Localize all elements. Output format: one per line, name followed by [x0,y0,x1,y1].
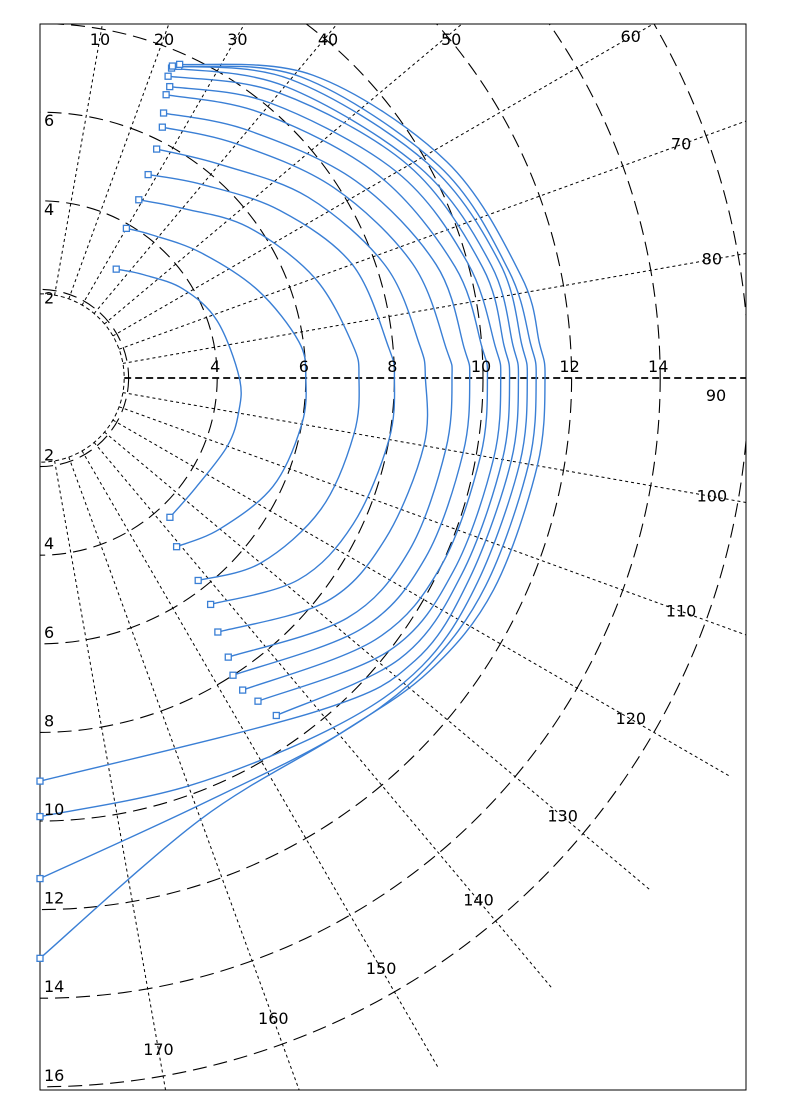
curve-4 [148,175,394,605]
radial-label-bottom-2: 2 [44,445,55,465]
curve-5-start-marker [154,146,160,152]
curve-1 [116,269,241,517]
angle-label-60: 60 [620,27,641,46]
curve-6 [162,127,452,657]
radial-label-bottom-12: 12 [44,888,65,908]
curve-6-end-marker [225,654,231,660]
radial-label-right-6: 6 [298,357,309,376]
angle-label-130: 130 [547,806,578,826]
curve-9-start-marker [167,84,173,90]
curve-7-end-marker [230,672,236,678]
curve-5 [157,149,428,632]
angle-label-140: 140 [463,890,494,910]
radial-label-bottom-6: 6 [44,622,55,642]
angle-label-150: 150 [365,958,397,978]
inner-hole [40,294,124,462]
radial-label-bottom-10: 10 [44,800,65,819]
curve-8-start-marker [163,92,169,98]
curve-3-start-marker [136,197,142,203]
radial-label-right-8: 8 [387,357,398,376]
angle-label-80: 80 [701,249,723,269]
curve-12-end-marker [37,814,43,820]
angle-spoke-80 [123,240,800,364]
radial-label-bottom-4: 4 [44,534,55,554]
curve-14-start-marker [177,61,183,67]
curve-9-end-marker [255,698,261,704]
curve-4-start-marker [145,172,151,178]
curve-4-end-marker [208,601,214,607]
curve-1-start-marker [113,266,119,272]
angle-label-90: 90 [705,386,727,405]
curve-10-end-marker [273,712,279,718]
curve-2-start-marker [123,225,129,231]
curve-5-end-marker [215,629,221,635]
radial-label-right-12: 12 [559,357,580,376]
radial-label-bottom-8: 8 [44,711,55,731]
curve-2-end-marker [174,544,180,550]
curve-7-start-marker [161,110,167,116]
angle-label-110: 110 [665,601,697,621]
curve-12 [40,66,527,817]
curve-2 [126,228,306,546]
radial-label-bottom-14: 14 [44,977,65,997]
curve-6-start-marker [159,124,165,130]
curve-11-end-marker [37,778,43,784]
angle-label-50: 50 [440,30,462,49]
angle-spoke-50 [104,0,650,324]
radial-label-right-14: 14 [648,357,669,376]
labels [44,27,727,1085]
curve-12-start-marker [169,63,175,69]
plot-frame [40,24,746,1090]
radial-label-top-4: 4 [44,199,55,219]
curve-1-end-marker [167,514,173,520]
curve-13-end-marker [37,876,43,882]
curve-10-start-marker [165,73,171,79]
angle-label-70: 70 [670,134,692,154]
radial-label-top-2: 2 [44,288,55,308]
curve-14-end-marker [37,955,43,961]
curve-3-end-marker [195,577,201,583]
angle-label-160: 160 [258,1009,289,1029]
radial-label-right-10: 10 [470,357,492,376]
angle-label-40: 40 [317,30,339,49]
radial-label-top-6: 6 [44,111,55,131]
angle-label-170: 170 [143,1039,174,1059]
angle-label-30: 30 [227,30,248,49]
angle-spoke-170 [55,461,179,1118]
curve-11 [40,68,518,781]
angle-label-20: 20 [153,30,175,49]
radial-label-right-4: 4 [210,357,221,376]
curve-14 [40,64,545,958]
angle-label-120: 120 [615,709,647,729]
curve-8-end-marker [240,687,246,693]
curves [40,64,545,958]
angle-spoke-60 [113,0,731,336]
angle-label-10: 10 [89,30,111,49]
angle-label-100: 100 [696,486,728,506]
radial-label-bottom-16: 16 [44,1065,65,1085]
